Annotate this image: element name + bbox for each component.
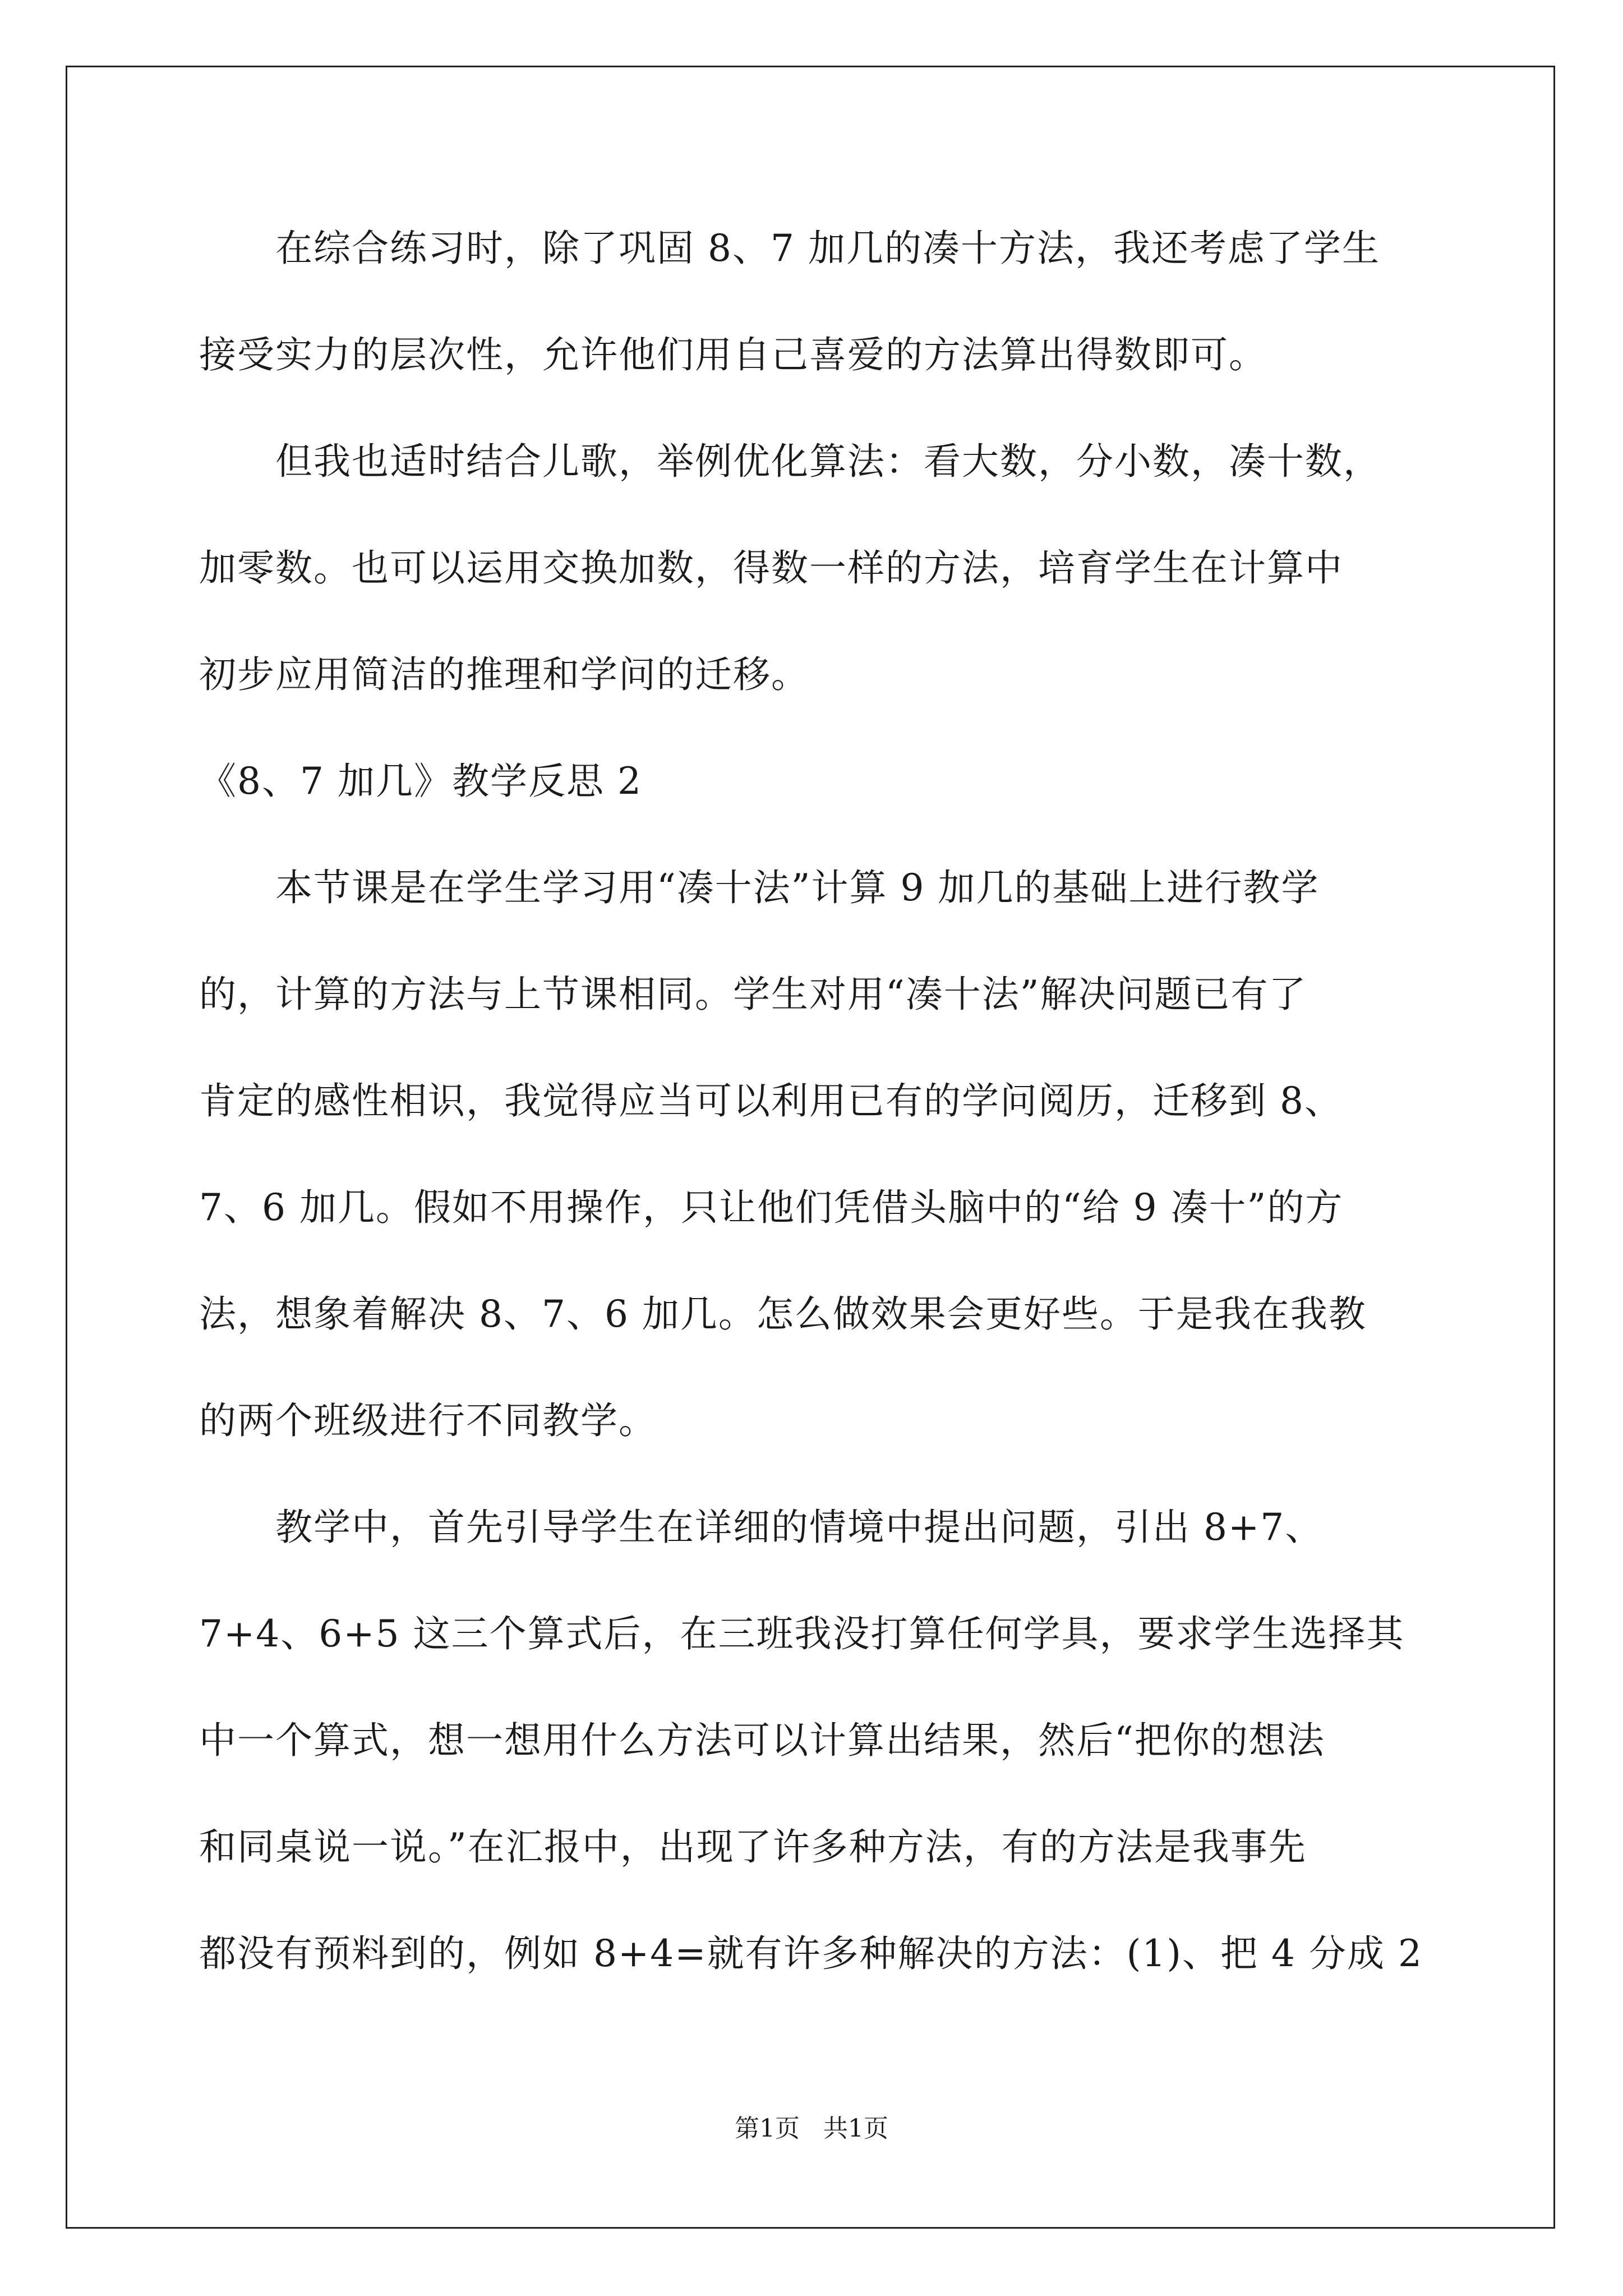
text-line: 接受实力的层次性，允许他们用自己喜爱的方法算出得数即可。 — [199, 333, 1267, 376]
text-line: 的两个班级进行不同教学。 — [199, 1399, 657, 1442]
page-border — [66, 66, 1555, 2229]
text-line: 中一个算式，想一想用什么方法可以计算出结果，然后“把你的想法 — [199, 1719, 1325, 1762]
text-line: 教学中，首先引导学生在详细的情境中提出问题，引出 8+7、 — [199, 1506, 1324, 1549]
text-line: 在综合练习时，除了巩固 8、7 加几的凑十方法，我还考虑了学生 — [199, 227, 1380, 270]
section-heading: 《8、7 加几》教学反思 2 — [199, 760, 642, 803]
text-line: 但我也适时结合儿歌，举例优化算法：看大数，分小数，凑十数， — [199, 440, 1381, 483]
text-line: 的，计算的方法与上节课相同。学生对用“凑十法”解决问题已有了 — [199, 973, 1307, 1016]
text-line: 都没有预料到的，例如 8+4=就有许多种解决的方法：(1)、把 4 分成 2 — [199, 1932, 1423, 1975]
text-line: 和同桌说一说。”在汇报中，出现了许多种方法，有的方法是我事先 — [199, 1825, 1307, 1869]
text-line: 加零数。也可以运用交换加数，得数一样的方法，培育学生在计算中 — [199, 546, 1343, 590]
text-line: 肯定的感性相识，我觉得应当可以利用已有的学问阅历，迁移到 8、 — [199, 1079, 1343, 1122]
text-line: 初步应用简洁的推理和学问的迁移。 — [199, 653, 809, 696]
text-line: 法，想象着解决 8、7、6 加几。怎么做效果会更好些。于是我在我教 — [199, 1292, 1367, 1336]
text-line: 7、6 加几。假如不用操作，只让他们凭借头脑中的“给 9 凑十”的方 — [199, 1186, 1344, 1229]
text-line: 7+4、6+5 这三个算式后，在三班我没打算任何学具，要求学生选择其 — [199, 1612, 1405, 1655]
page-footer: 第1页 共1页 — [735, 2114, 888, 2143]
text-line: 本节课是在学生学习用“凑十法”计算 9 加几的基础上进行教学 — [199, 866, 1320, 909]
